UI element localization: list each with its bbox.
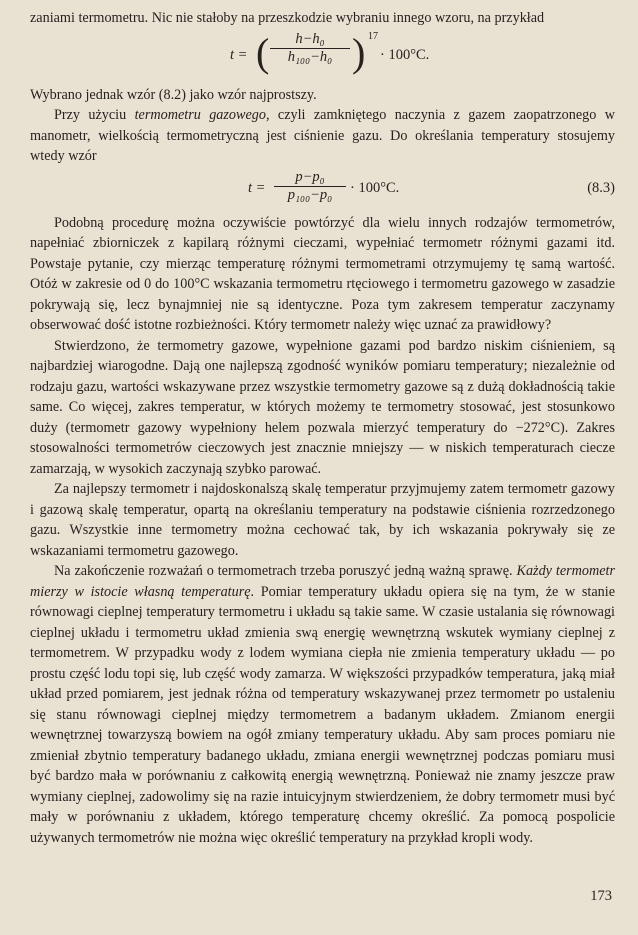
paragraph-3: Podobną procedurę można oczywiście powtórzyć dla wielu innych rodzajów termometrów, napełniać zbiorniczek z kapilarą różnymi cieczami, wypełniać termometr różnymi gazami itd. Powstaje pytanie, czy mierząc temperaturę różnymi termometrami otrzymujemy tę samą wartość. Otóż w zakresie od 0 do 100°C wskazania termometru rtęciowego i termometru gazowego w zasadzie pokrywają się, lecz bynajmniej nie są identyczne. Poza tym zakresem temperatur zaczynamy obserwować dość istotne rozbieżności. Który termometr należy więc uznać za prawidłowy? — [30, 214, 615, 333]
paragraph-2 — [30, 105, 615, 167]
formula-lhs: t = — [248, 179, 266, 196]
formula-8-3 — [30, 167, 615, 213]
fraction — [274, 169, 346, 204]
page-number: 173 — [590, 888, 612, 904]
paragraph-4: Stwierdzono, że termometry gazowe, wypełnione gazami pod bardzo niskim ciśnieniem, są najbardziej wiarogodne. Dają one najlepszą zgodność wyników pomiaru temperatury; niezależnie od rodzaju gazu, wartości wskazywane przez wszystkie termometry gazowe są z dużą dokładnością takie same. Co więcej, zakres temperatur, w których możemy te termometry stosować, jest stosunkowo duży (termometr gazowy wypełniony helem pozwala mierzyć temperatury do −272°C). Zakres stosowalności termometrów cieczowych jest znacznie mniejszy — w niskich temperaturach ciecze zamarzają, w wysokich zaczynają szybko parować. — [30, 337, 615, 477]
equation-number: (8.3) — [587, 179, 615, 196]
fraction — [270, 31, 350, 66]
formula-tail: · 100°C. — [380, 46, 430, 63]
emphasis-statement: Każdy termometr mierzy w istocie własną temperaturę — [30, 563, 615, 600]
paragraph-0: zaniami termometru. Nic nie stałoby na przeszkodzie wybraniu innego wzoru, na przykład — [30, 10, 545, 26]
term-gas-thermometer: termometru gazowego — [134, 107, 266, 123]
fraction-denominator: p₁₀₀−p₀ — [274, 186, 346, 204]
paren-left: ( — [256, 29, 270, 75]
formula-power — [30, 29, 615, 85]
paren-right: ) — [352, 29, 366, 75]
paragraph-1: Wybrano jednak wzór (8.2) jako wzór najprostszy. — [30, 86, 317, 103]
formula-tail: · 100°C. — [350, 179, 400, 196]
paragraph-2-start: Przy użyciu — [54, 107, 135, 123]
paragraph-2-rest: , czyli zamkniętego naczynia z gazem zaopatrzonego w manometr, wielkością termometryczną jest ciśnienie gazu. Do określania temperatury stosujemy wtedy wzór — [30, 107, 615, 164]
fraction-numerator: p−p₀ — [295, 168, 325, 185]
paragraph-6-start: Na zakończenie rozważań o termometrach trzeba poruszyć jedną ważną sprawę. — [54, 563, 517, 579]
exponent: 17 — [368, 30, 378, 42]
formula-lhs: t = — [230, 46, 248, 63]
fraction-numerator: h−h₀ — [295, 30, 325, 47]
paragraph-6-rest: . Pomiar temperatury układu opiera się na tym, że w stanie równowagi cieplnej temperatury termometru i układu są takie same. W czasie ustalania się równowagi cieplnej układu i termometru układ zmienia swą energię wewnętrzną wskutek wymiany cieplnej z termometrem. W przypadku wody z lodem wymiana ciepła nie zmienia temperatury układu — po prostu część lodu topi się, lub część wody zamarza. W większości przypadków temperatura, jaką miał układ przed pomiarem, jest jednak różna od temperatury wskazywanej przez termometr po ustaleniu się stanu równowagi cieplnej między termometrem a badanym układem. Zmianom energii wewnętrznej towarzyszą bowiem na ogół zmiany temperatury układu. Aby sam proces pomiaru nie zmieniał zbytnio temperatury badanego układu, zmiana energii wewnętrznej podczas pomiaru musi być bardzo mała w porównaniu z całkowitą energią wewnętrzną. Ponieważ nie znamy jeszcze praw wymiany cieplnej, zadowolimy się na razie intuicyjnym stwierdzeniem, że dobry termometr musi być mały w porównaniu z układem, którego temperaturę chcemy określić. Za pomocą pospolicie używanych termometrów nie można więc określić temperatury na przykład kropli wody. — [30, 583, 615, 846]
fraction-denominator: h₁₀₀−h₀ — [270, 48, 350, 66]
paragraph-5: Za najlepszy termometr i najdoskonalszą skalę temperatur przyjmujemy zatem termometr gazowy i gazową skalę temperatur, opartą na określaniu temperatury na podstawie ciśnienia rozrzedzonego gazu. Wszystkie inne termometry można cechować tak, by ich wskazania pokrywały się ze wskazaniami termometru gazowego. — [30, 481, 615, 559]
paragraph-6 — [30, 561, 615, 848]
page-content — [30, 8, 615, 848]
